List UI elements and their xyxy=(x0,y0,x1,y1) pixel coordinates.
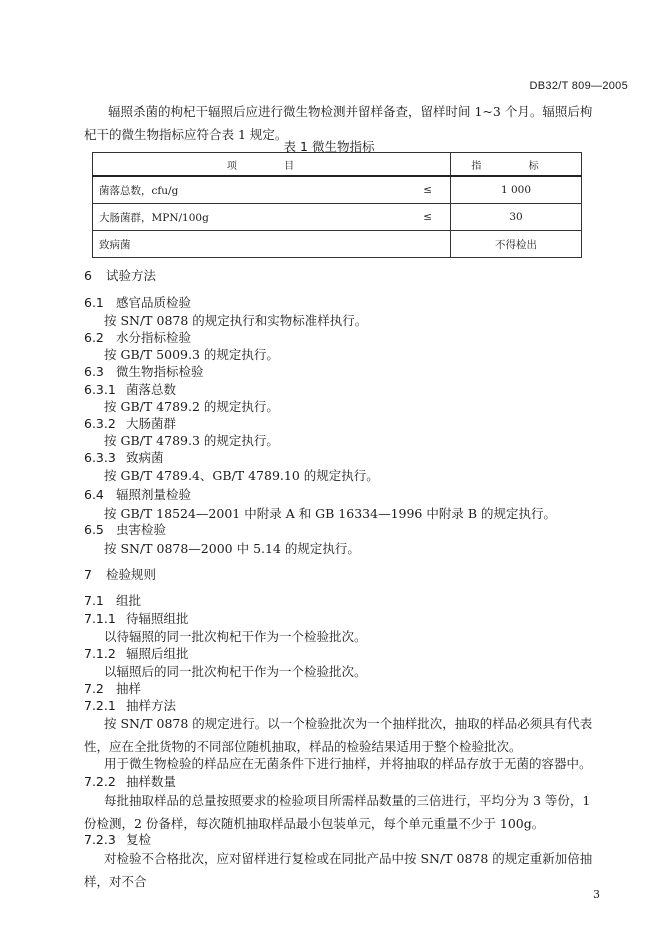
section-7-2-3-text: 对检验不合格批次，应对留样进行复检或在同批产品中按 SN/T 0878 的规定重新加倍抽样，对不合 xyxy=(84,851,593,889)
section-7-1-2-text: 以辐照后的同一批次枸杞干作为一个检验批次。 xyxy=(104,664,367,679)
section-7-2-2-text: 每批抽取样品的总量按照要求的检验项目所需样品数量的三倍进行，平均分为 3 等份，1 份检测，2 份备样，每次随机抽取样品最小包装单元，每个单元重量不少于 100g。 xyxy=(84,793,591,831)
table-row xyxy=(93,176,582,204)
table-row xyxy=(93,204,582,231)
section-6-4-text: 按 GB/T 18524—2001 中附录 A 和 GB 16334—1996 中附录 B 的规定执行。 xyxy=(104,506,556,521)
section-6-4-heading: 6.4 辐照剂量检验 xyxy=(84,487,192,502)
section-7-2-1-text: 按 SN/T 0878 的规定进行。以一个检验批次为一个抽样批次，抽取的样品必须具有代表性，应在全批货物的不同部位随机抽取，样品的检验结果适用于整个检验批次。 xyxy=(84,716,593,754)
section-7-1-1-heading: 7.1.1 待辐照组批 xyxy=(84,611,189,626)
row-value: 不得检出 xyxy=(451,231,582,258)
row-item: 大肠菌群，MPN/100g xyxy=(93,204,387,231)
table-row xyxy=(93,231,582,258)
section-7-1-2-heading: 7.1.2 辐照后组批 xyxy=(84,646,189,661)
row-symbol: ≤ xyxy=(386,176,451,204)
section-6-1-text: 按 SN/T 0878 的规定执行和实物标准样执行。 xyxy=(104,313,368,328)
section-6-3-2-text: 按 GB/T 4789.3 的规定执行。 xyxy=(104,433,279,448)
page-number: 3 xyxy=(593,888,600,901)
microbiology-table xyxy=(92,152,582,258)
table-caption: 表 1 微生物指标 xyxy=(283,139,375,154)
section-6-3-2-heading: 6.3.2 大肠菌群 xyxy=(84,416,177,431)
section-7-1-heading: 7.1 组批 xyxy=(84,593,142,608)
section-7-2-1-heading: 7.2.1 抽样方法 xyxy=(84,698,177,713)
section-6-3-3-text: 按 GB/T 4789.4、GB/T 4789.10 的规定执行。 xyxy=(104,468,379,483)
section-6-3-1-text: 按 GB/T 4789.2 的规定执行。 xyxy=(104,399,279,414)
section-7-heading: 7 检验规则 xyxy=(84,567,157,582)
row-value: 1 000 xyxy=(451,176,582,204)
section-6-3-1-heading: 6.3.1 菌落总数 xyxy=(84,382,177,397)
section-6-1-heading: 6.1 感官品质检验 xyxy=(84,295,192,310)
section-7-2-3-heading: 7.2.3 复检 xyxy=(84,832,152,847)
section-6-2-text: 按 GB/T 5009.3 的规定执行。 xyxy=(104,347,279,362)
row-value: 30 xyxy=(451,204,582,231)
section-6-2-heading: 6.2 水分指标检验 xyxy=(84,330,192,345)
section-6-heading: 6 试验方法 xyxy=(84,268,157,283)
section-7-2-1-text-2: 用于微生物检验的样品应在无菌条件下进行抽样，并将抽取的样品存放于无菌的容器中。 xyxy=(104,756,592,771)
section-6-3-heading: 6.3 微生物指标检验 xyxy=(84,364,204,379)
section-7-1-1-text: 以待辐照的同一批次枸杞干作为一个检验批次。 xyxy=(104,629,367,644)
section-6-3-3-heading: 6.3.3 致病菌 xyxy=(84,450,164,465)
row-item: 菌落总数，cfu/g xyxy=(93,176,387,204)
header-item: 项 目 xyxy=(93,153,451,177)
section-6-5-text: 按 SN/T 0878—2000 中 5.14 的规定执行。 xyxy=(104,541,360,556)
header-value: 指 标 xyxy=(451,153,582,177)
row-item: 致病菌 xyxy=(93,231,387,258)
section-7-2-2-heading: 7.2.2 抽样数量 xyxy=(84,774,177,789)
section-6-5-heading: 6.5 虫害检验 xyxy=(84,522,167,537)
table-header-row xyxy=(93,153,582,177)
row-symbol: ≤ xyxy=(386,204,451,231)
intro-paragraph: 辐照杀菌的枸杞干辐照后应进行微生物检测并留样备查，留样时间 1~3 个月。辐照后枸杞干的微生物指标应符合表 1 规定。 xyxy=(84,104,593,142)
row-symbol xyxy=(386,231,451,258)
standard-code: DB32/T 809—2005 xyxy=(529,80,628,92)
section-7-2-heading: 7.2 抽样 xyxy=(84,681,142,696)
